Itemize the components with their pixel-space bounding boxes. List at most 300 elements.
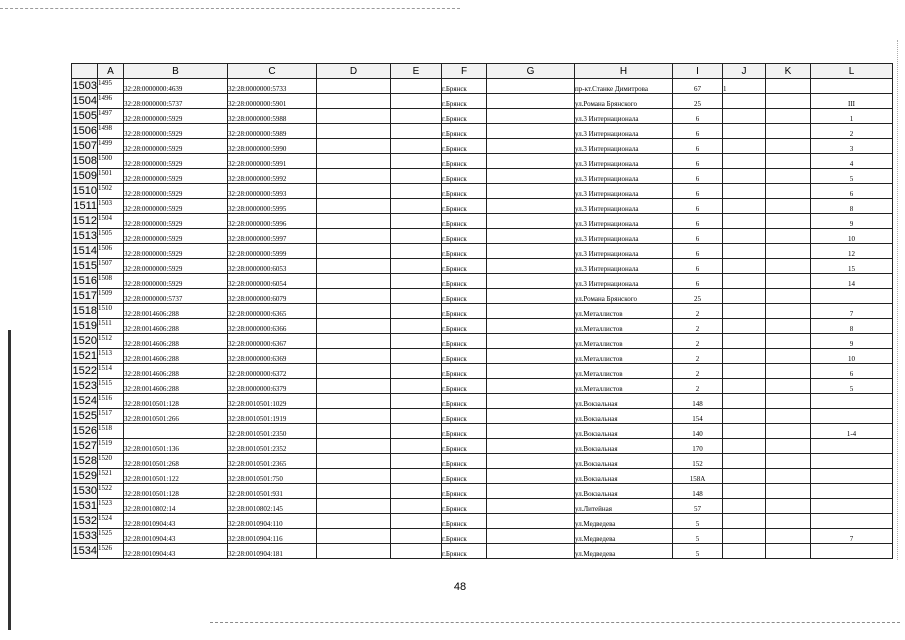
row-number: 1522 <box>72 365 97 377</box>
cell-j <box>723 229 766 244</box>
cell-j <box>723 304 766 319</box>
cell-cadastral-b: 32:28:0000000:5737 <box>124 94 228 109</box>
row-number: 1518 <box>72 305 97 317</box>
cell-l: 12 <box>811 244 893 259</box>
cell-g <box>487 484 575 499</box>
cell-cadastral-c: 32:28:0000000:6367 <box>228 334 317 349</box>
cell-k <box>766 469 811 484</box>
row-number: 1510 <box>72 185 97 197</box>
cell-cadastral-c: 32:28:0010904:181 <box>228 544 317 559</box>
cell-j <box>723 184 766 199</box>
cell-e <box>391 229 442 244</box>
table-row <box>72 364 893 379</box>
cell-j <box>723 514 766 529</box>
cell-a: 1510 <box>98 304 124 319</box>
cell-cadastral-b: 32:28:0000000:5929 <box>124 214 228 229</box>
cell-house-number: 6 <box>673 214 723 229</box>
row-number: 1524 <box>72 395 97 407</box>
table-row <box>72 289 893 304</box>
cell-a: 1522 <box>98 484 124 499</box>
cell-street: ул.3 Интернационала <box>575 109 673 124</box>
row-number: 1533 <box>72 530 97 542</box>
cell-house-number: 2 <box>673 349 723 364</box>
cell-cadastral-c: 32:28:0000000:6053 <box>228 259 317 274</box>
cell-street: ул.3 Интернационала <box>575 139 673 154</box>
cell-cadastral-c: 32:28:0000000:6372 <box>228 364 317 379</box>
cell-j <box>723 109 766 124</box>
cell-g <box>487 334 575 349</box>
row-number: 1531 <box>72 500 97 512</box>
cell-j <box>723 169 766 184</box>
row-number: 1529 <box>72 470 97 482</box>
cell-e <box>391 124 442 139</box>
cell-house-number: 152 <box>673 454 723 469</box>
cell-city: г.Брянск <box>442 259 487 274</box>
row-number: 1504 <box>72 95 97 107</box>
cell-street: ул.Медведева <box>575 544 673 559</box>
table-row <box>72 499 893 514</box>
column-header-k: K <box>766 64 811 79</box>
cell-street: пр-кт.Станке Димитрова <box>575 79 673 94</box>
cell-j <box>723 424 766 439</box>
cell-l: 10 <box>811 229 893 244</box>
column-header-h: H <box>575 64 673 79</box>
cell-house-number: 6 <box>673 109 723 124</box>
cell-cadastral-b: 32:28:0010904:43 <box>124 514 228 529</box>
table-row <box>72 274 893 289</box>
cell-j <box>723 94 766 109</box>
cell-cadastral-b: 32:28:0010802:14 <box>124 499 228 514</box>
cell-e <box>391 499 442 514</box>
cell-d <box>317 109 391 124</box>
column-header-g: G <box>487 64 575 79</box>
cell-house-number: 154 <box>673 409 723 424</box>
cell-g <box>487 454 575 469</box>
cell-city: г.Брянск <box>442 484 487 499</box>
cell-g <box>487 499 575 514</box>
cell-d <box>317 439 391 454</box>
cell-cadastral-b: 32:28:0014606:288 <box>124 379 228 394</box>
cell-e <box>391 379 442 394</box>
cell-e <box>391 244 442 259</box>
cell-cadastral-b: 32:28:0010501:268 <box>124 454 228 469</box>
cell-d <box>317 454 391 469</box>
cell-a: 1524 <box>98 514 124 529</box>
cell-k <box>766 229 811 244</box>
row-number: 1508 <box>72 155 97 167</box>
cell-e <box>391 289 442 304</box>
cell-a: 1498 <box>98 124 124 139</box>
cell-l: 9 <box>811 214 893 229</box>
table-row <box>72 124 893 139</box>
cell-d <box>317 424 391 439</box>
cell-d <box>317 409 391 424</box>
cell-cadastral-b: 32:28:0010501:136 <box>124 439 228 454</box>
cell-cadastral-b <box>124 424 228 439</box>
cell-l <box>811 499 893 514</box>
cell-street: ул.Вокзальная <box>575 484 673 499</box>
cell-cadastral-b: 32:28:0014606:288 <box>124 364 228 379</box>
cell-house-number: 158А <box>673 469 723 484</box>
table-row <box>72 409 893 424</box>
row-number: 1507 <box>72 140 97 152</box>
cell-j: 1 <box>723 79 766 94</box>
cell-l: 1-4 <box>811 424 893 439</box>
scan-artifact-bottom <box>210 622 900 624</box>
table-row <box>72 154 893 169</box>
cell-cadastral-c: 32:28:0010501:750 <box>228 469 317 484</box>
cell-j <box>723 274 766 289</box>
cell-l: 8 <box>811 199 893 214</box>
cell-street: ул.3 Интернационала <box>575 244 673 259</box>
cell-a: 1505 <box>98 229 124 244</box>
cell-l: 7 <box>811 529 893 544</box>
cell-j <box>723 244 766 259</box>
cell-l: 4 <box>811 154 893 169</box>
row-number: 1513 <box>72 230 97 242</box>
table-row <box>72 379 893 394</box>
cell-d <box>317 319 391 334</box>
cell-cadastral-b: 32:28:0000000:4639 <box>124 79 228 94</box>
cell-a: 1512 <box>98 334 124 349</box>
cell-city: г.Брянск <box>442 154 487 169</box>
cell-g <box>487 394 575 409</box>
cell-city: г.Брянск <box>442 529 487 544</box>
cell-k <box>766 169 811 184</box>
cell-j <box>723 259 766 274</box>
table-row <box>72 199 893 214</box>
cell-d <box>317 79 391 94</box>
cell-d <box>317 94 391 109</box>
cell-j <box>723 409 766 424</box>
cell-house-number: 148 <box>673 394 723 409</box>
cell-k <box>766 499 811 514</box>
cell-d <box>317 199 391 214</box>
cell-k <box>766 154 811 169</box>
scan-artifact-right-edge <box>897 40 899 560</box>
cell-e <box>391 514 442 529</box>
page-number: 48 <box>453 581 467 593</box>
cell-city: г.Брянск <box>442 319 487 334</box>
cell-k <box>766 529 811 544</box>
cell-cadastral-b: 32:28:0000000:5929 <box>124 154 228 169</box>
cell-g <box>487 169 575 184</box>
cell-k <box>766 439 811 454</box>
cell-g <box>487 79 575 94</box>
cell-d <box>317 394 391 409</box>
cell-d <box>317 124 391 139</box>
cell-a: 1502 <box>98 184 124 199</box>
cell-j <box>723 439 766 454</box>
cell-a: 1509 <box>98 289 124 304</box>
cell-g <box>487 514 575 529</box>
cell-cadastral-c: 32:28:0010501:1919 <box>228 409 317 424</box>
cell-e <box>391 439 442 454</box>
column-header-j: J <box>723 64 766 79</box>
cell-cadastral-c: 32:28:0000000:6366 <box>228 319 317 334</box>
cell-d <box>317 499 391 514</box>
table-row <box>72 349 893 364</box>
cell-a: 1507 <box>98 259 124 274</box>
column-header-e: E <box>391 64 442 79</box>
column-header-b: B <box>124 64 228 79</box>
cell-j <box>723 199 766 214</box>
cell-street: ул.Металлистов <box>575 364 673 379</box>
cell-city: г.Брянск <box>442 94 487 109</box>
cell-l: 14 <box>811 274 893 289</box>
scan-artifact-top <box>0 8 460 10</box>
cell-cadastral-b: 32:28:0014606:288 <box>124 334 228 349</box>
cell-cadastral-b: 32:28:0014606:288 <box>124 319 228 334</box>
cell-a: 1499 <box>98 139 124 154</box>
table-row <box>72 514 893 529</box>
cell-house-number: 6 <box>673 274 723 289</box>
table-row <box>72 394 893 409</box>
cell-g <box>487 109 575 124</box>
cell-j <box>723 469 766 484</box>
cell-e <box>391 259 442 274</box>
cell-g <box>487 364 575 379</box>
cell-house-number: 6 <box>673 169 723 184</box>
cell-e <box>391 214 442 229</box>
cell-e <box>391 304 442 319</box>
cell-city: г.Брянск <box>442 274 487 289</box>
row-number: 1517 <box>72 290 97 302</box>
cell-j <box>723 139 766 154</box>
cell-e <box>391 529 442 544</box>
table-row <box>72 79 893 94</box>
cell-street: ул.Металлистов <box>575 319 673 334</box>
cell-cadastral-b: 32:28:0000000:5929 <box>124 244 228 259</box>
cell-street: ул.Металлистов <box>575 379 673 394</box>
cell-d <box>317 334 391 349</box>
cell-cadastral-c: 32:28:0000000:6369 <box>228 349 317 364</box>
cell-city: г.Брянск <box>442 394 487 409</box>
cell-cadastral-c: 32:28:0000000:5991 <box>228 154 317 169</box>
table-row <box>72 334 893 349</box>
cell-a: 1523 <box>98 499 124 514</box>
cell-j <box>723 484 766 499</box>
column-header-a: A <box>98 64 124 79</box>
cell-a: 1518 <box>98 424 124 439</box>
cell-cadastral-c: 32:28:0010904:110 <box>228 514 317 529</box>
cell-l: 3 <box>811 139 893 154</box>
cell-e <box>391 184 442 199</box>
column-header-i: I <box>673 64 723 79</box>
cell-cadastral-b: 32:28:0000000:5929 <box>124 139 228 154</box>
cell-city: г.Брянск <box>442 379 487 394</box>
cell-cadastral-c: 32:28:0000000:5989 <box>228 124 317 139</box>
cell-e <box>391 139 442 154</box>
cell-k <box>766 304 811 319</box>
cell-k <box>766 94 811 109</box>
cell-d <box>317 484 391 499</box>
cell-city: г.Брянск <box>442 214 487 229</box>
cell-k <box>766 514 811 529</box>
cell-e <box>391 94 442 109</box>
cell-city: г.Брянск <box>442 439 487 454</box>
cell-street: ул.Вокзальная <box>575 394 673 409</box>
cell-cadastral-b: 32:28:0000000:5929 <box>124 124 228 139</box>
cell-g <box>487 124 575 139</box>
cell-l <box>811 454 893 469</box>
cell-cadastral-c: 32:28:0010501:931 <box>228 484 317 499</box>
cell-street: ул.3 Интернационала <box>575 259 673 274</box>
cell-house-number: 25 <box>673 94 723 109</box>
cell-cadastral-b: 32:28:0014606:288 <box>124 304 228 319</box>
table-row <box>72 439 893 454</box>
cell-d <box>317 259 391 274</box>
cell-g <box>487 469 575 484</box>
cell-e <box>391 469 442 484</box>
cell-d <box>317 529 391 544</box>
cell-k <box>766 214 811 229</box>
row-number: 1532 <box>72 515 97 527</box>
cell-city: г.Брянск <box>442 499 487 514</box>
row-number: 1527 <box>72 440 97 452</box>
cell-cadastral-c: 32:28:0000000:5997 <box>228 229 317 244</box>
cell-house-number: 2 <box>673 319 723 334</box>
cell-e <box>391 454 442 469</box>
cell-cadastral-c: 32:28:0010501:2365 <box>228 454 317 469</box>
cell-street: ул.Металлистов <box>575 349 673 364</box>
column-header-d: D <box>317 64 391 79</box>
cell-cadastral-c: 32:28:0000000:5988 <box>228 109 317 124</box>
cell-house-number: 2 <box>673 334 723 349</box>
cell-g <box>487 94 575 109</box>
cell-a: 1508 <box>98 274 124 289</box>
cell-a: 1520 <box>98 454 124 469</box>
cell-street: ул.3 Интернационала <box>575 154 673 169</box>
cell-l <box>811 484 893 499</box>
cell-a: 1516 <box>98 394 124 409</box>
row-number: 1528 <box>72 455 97 467</box>
cell-k <box>766 109 811 124</box>
cell-l <box>811 514 893 529</box>
cell-j <box>723 544 766 559</box>
cell-street: ул.Медведева <box>575 514 673 529</box>
cell-city: г.Брянск <box>442 334 487 349</box>
cell-k <box>766 274 811 289</box>
row-number: 1512 <box>72 215 97 227</box>
cell-g <box>487 259 575 274</box>
cell-e <box>391 364 442 379</box>
cell-j <box>723 349 766 364</box>
cell-house-number: 170 <box>673 439 723 454</box>
cell-l <box>811 394 893 409</box>
row-number: 1506 <box>72 125 97 137</box>
cell-city: г.Брянск <box>442 244 487 259</box>
cell-k <box>766 139 811 154</box>
cell-city: г.Брянск <box>442 424 487 439</box>
cell-city: г.Брянск <box>442 169 487 184</box>
cell-street: ул.3 Интернационала <box>575 214 673 229</box>
cell-g <box>487 544 575 559</box>
row-number: 1519 <box>72 320 97 332</box>
cell-city: г.Брянск <box>442 124 487 139</box>
cell-cadastral-c: 32:28:0010501:2352 <box>228 439 317 454</box>
cell-city: г.Брянск <box>442 289 487 304</box>
cell-cadastral-b: 32:28:0010501:266 <box>124 409 228 424</box>
cell-l: 6 <box>811 184 893 199</box>
cell-cadastral-c: 32:28:0010501:2350 <box>228 424 317 439</box>
cell-g <box>487 424 575 439</box>
cell-a: 1514 <box>98 364 124 379</box>
cell-a: 1503 <box>98 199 124 214</box>
cell-d <box>317 469 391 484</box>
cell-house-number: 6 <box>673 199 723 214</box>
cell-d <box>317 139 391 154</box>
spreadsheet-table <box>71 63 893 559</box>
cell-g <box>487 409 575 424</box>
table-body <box>72 79 893 559</box>
cell-k <box>766 319 811 334</box>
cell-cadastral-b: 32:28:0000000:5929 <box>124 109 228 124</box>
cell-a: 1515 <box>98 379 124 394</box>
cell-l <box>811 439 893 454</box>
cell-e <box>391 424 442 439</box>
cell-g <box>487 139 575 154</box>
cell-d <box>317 244 391 259</box>
cell-a: 1506 <box>98 244 124 259</box>
cell-street: ул.Романа Брянского <box>575 94 673 109</box>
column-header-c: C <box>228 64 317 79</box>
cell-city: г.Брянск <box>442 79 487 94</box>
cell-g <box>487 304 575 319</box>
cell-house-number: 6 <box>673 229 723 244</box>
cell-k <box>766 364 811 379</box>
cell-l: 6 <box>811 364 893 379</box>
cell-cadastral-b: 32:28:0000000:5737 <box>124 289 228 304</box>
cell-cadastral-b: 32:28:0000000:5929 <box>124 274 228 289</box>
cell-a: 1513 <box>98 349 124 364</box>
row-number: 1515 <box>72 260 97 272</box>
cell-a: 1525 <box>98 529 124 544</box>
cell-d <box>317 304 391 319</box>
cell-k <box>766 379 811 394</box>
cell-city: г.Брянск <box>442 349 487 364</box>
corner-cell <box>72 64 98 79</box>
cell-e <box>391 79 442 94</box>
cell-cadastral-c: 32:28:0000000:5999 <box>228 244 317 259</box>
cell-j <box>723 124 766 139</box>
cell-l: 8 <box>811 319 893 334</box>
cell-d <box>317 169 391 184</box>
cell-k <box>766 79 811 94</box>
cell-d <box>317 379 391 394</box>
cell-city: г.Брянск <box>442 469 487 484</box>
cell-k <box>766 409 811 424</box>
cell-cadastral-b: 32:28:0000000:5929 <box>124 199 228 214</box>
cell-house-number: 148 <box>673 484 723 499</box>
cell-cadastral-b: 32:28:0000000:5929 <box>124 169 228 184</box>
cell-a: 1504 <box>98 214 124 229</box>
column-header-f: F <box>442 64 487 79</box>
cell-city: г.Брянск <box>442 229 487 244</box>
cell-street: ул.Вокзальная <box>575 454 673 469</box>
cell-cadastral-c: 32:28:0000000:6079 <box>228 289 317 304</box>
row-number: 1509 <box>72 170 97 182</box>
cell-city: г.Брянск <box>442 364 487 379</box>
row-number: 1521 <box>72 350 97 362</box>
cell-e <box>391 319 442 334</box>
cell-g <box>487 289 575 304</box>
cell-cadastral-b: 32:28:0000000:5929 <box>124 229 228 244</box>
cell-street: ул.3 Интернационала <box>575 274 673 289</box>
cell-a: 1497 <box>98 109 124 124</box>
cell-cadastral-c: 32:28:0000000:6054 <box>228 274 317 289</box>
cell-house-number: 5 <box>673 544 723 559</box>
